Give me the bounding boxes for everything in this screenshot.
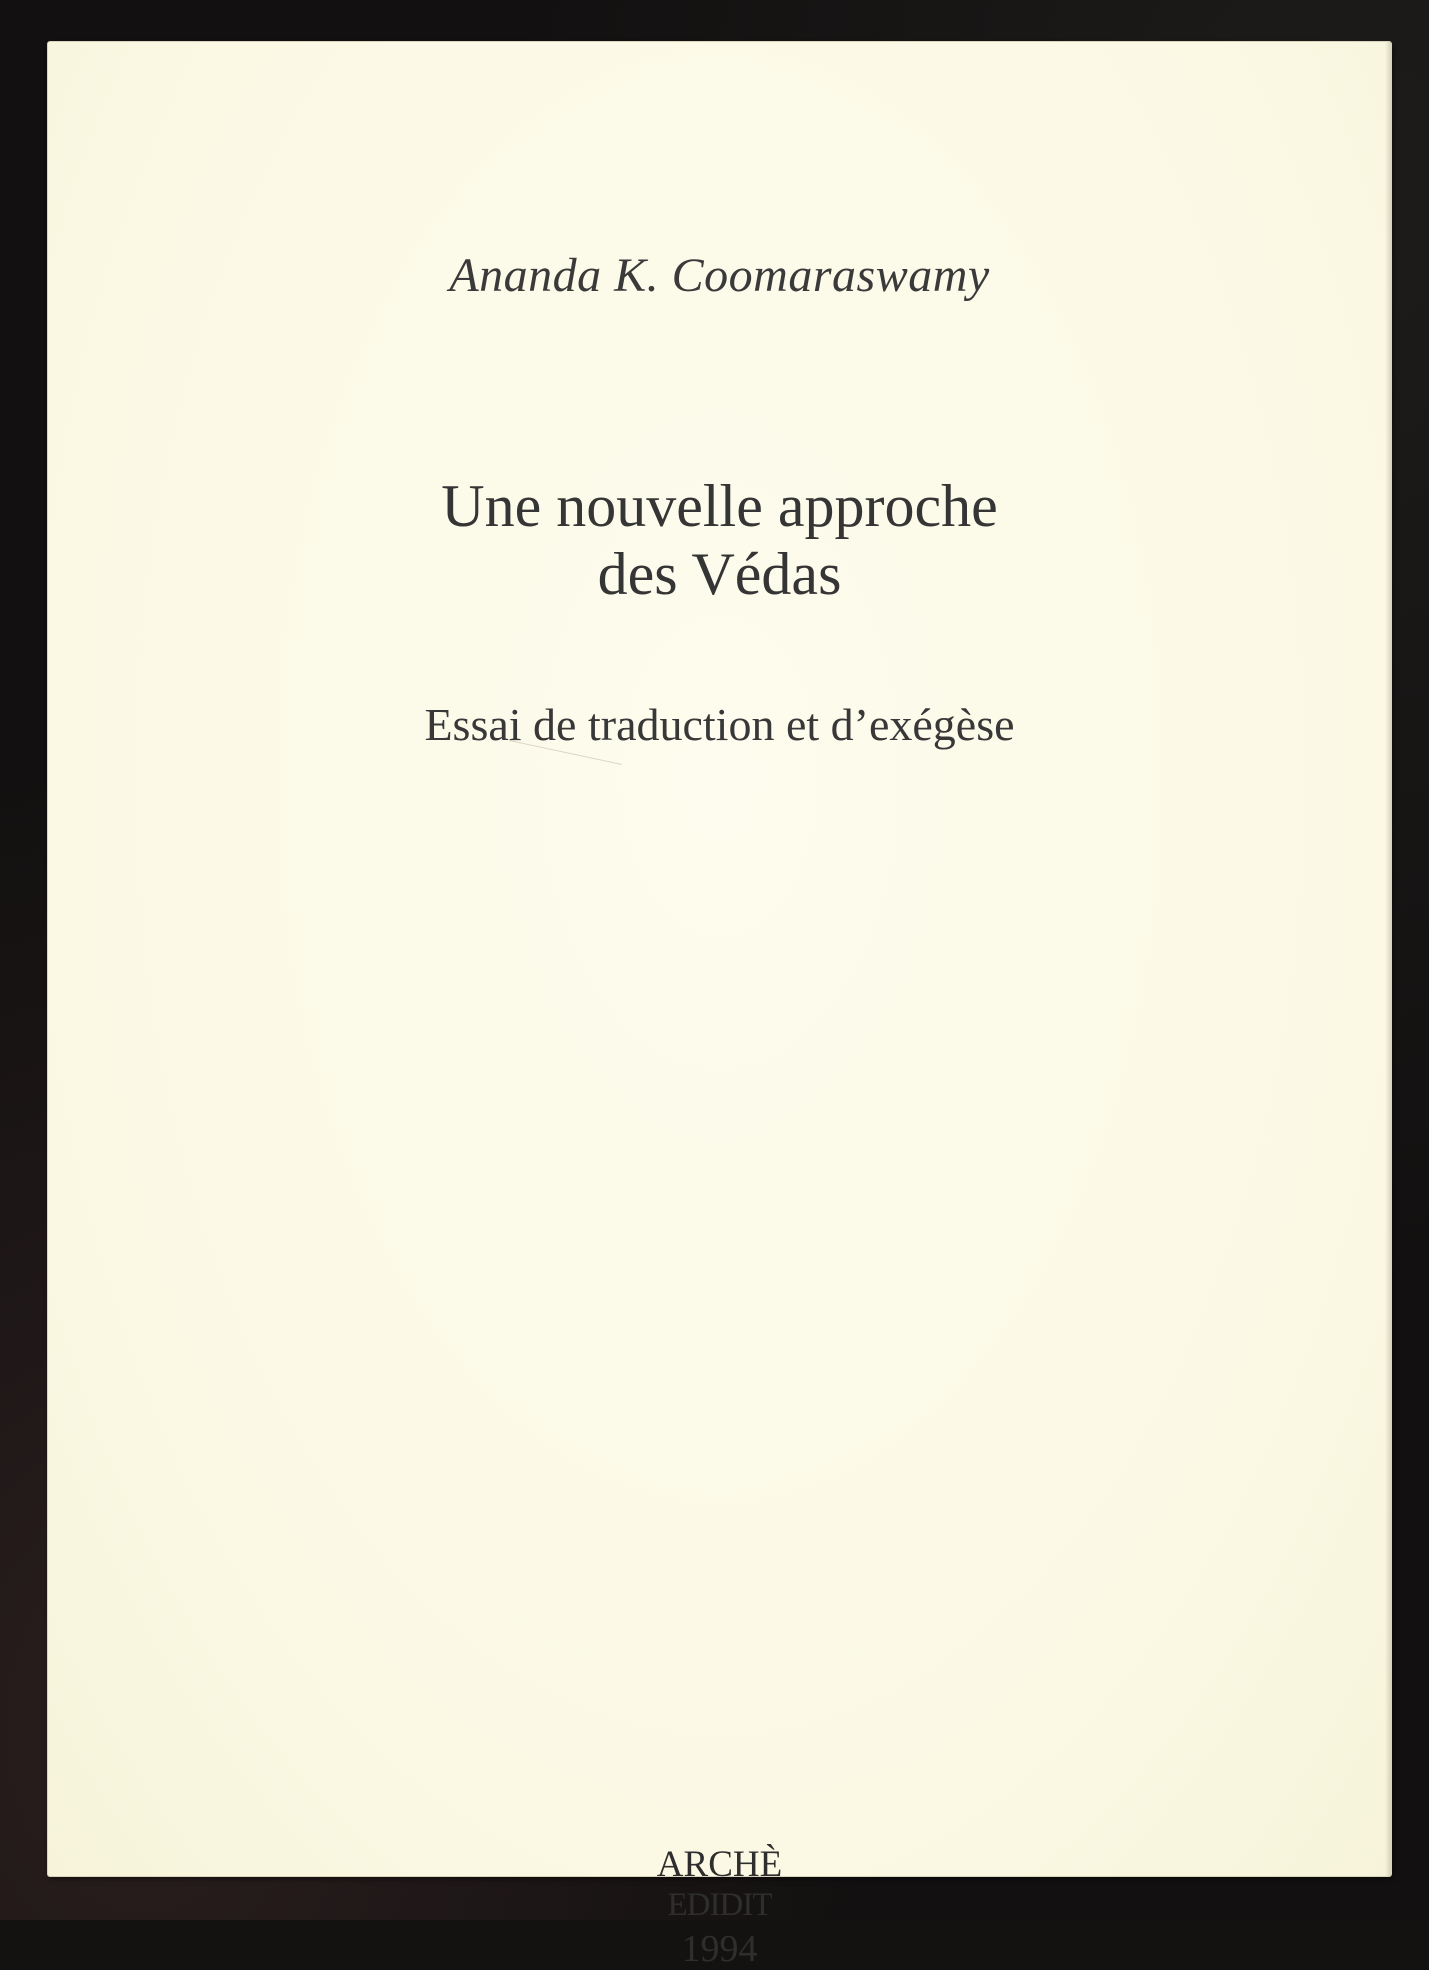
author-name: Ananda K. Coomaraswamy — [449, 249, 990, 302]
title-line-2: des Védas — [597, 541, 842, 607]
book-title — [48, 472, 1391, 608]
publication-year: 1994 — [681, 1928, 758, 1970]
cover-edge-shadow — [1385, 42, 1391, 1876]
publisher-imprint — [48, 1845, 1391, 1969]
title-line-1: Une nouvelle approche — [441, 473, 998, 539]
publisher-name: ARCHÈ — [656, 1844, 783, 1885]
book-cover — [48, 42, 1391, 1970]
publisher-edidit: EDIDIT — [667, 1887, 772, 1923]
book-subtitle: Essai de traduction et d’exégèse — [424, 699, 1015, 750]
